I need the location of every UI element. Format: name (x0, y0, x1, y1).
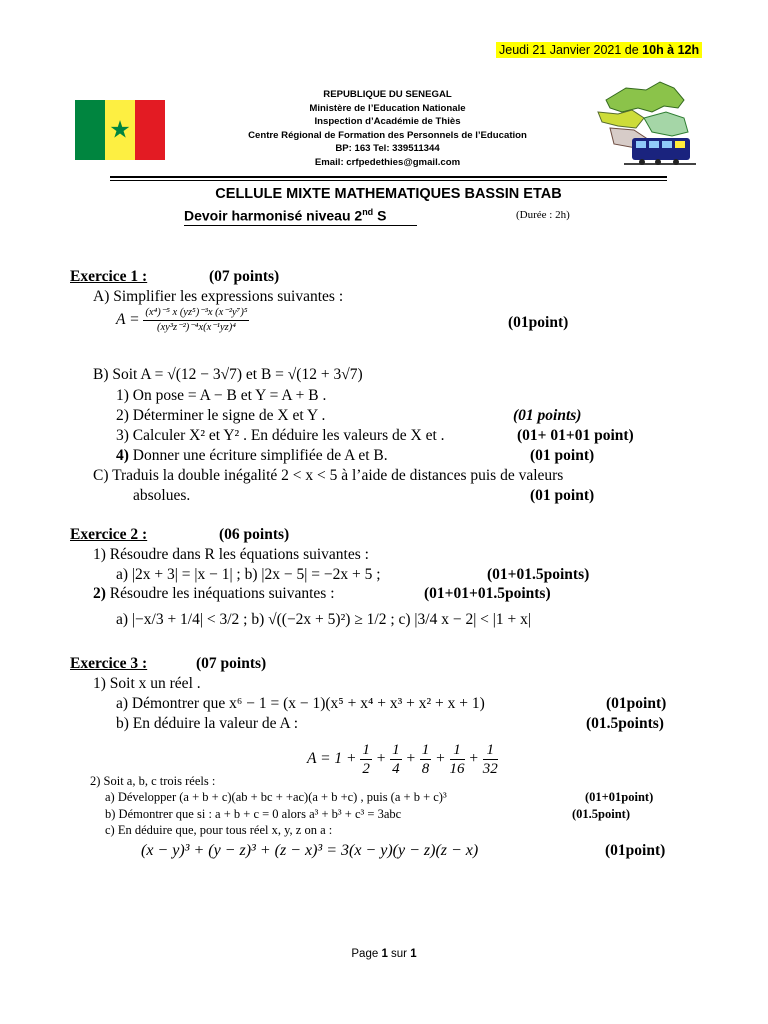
ex3-q1b-points: (01.5points) (586, 715, 664, 732)
ex1-a-expression: A = $\frac{\text{(x⁴)⁻⁵ x (yz⁵)⁻³x (x⁻²y⁷)⁵}}{\text{(xy³z⁻²)⁻⁴x(x⁻¹yz)⁴}}$ (116, 307, 248, 333)
ex1-b4-points: (01 point) (530, 447, 595, 464)
institution-header: REPUBLIQUE DU SENEGAL Ministère de l’Education Nationale Inspection d’Académie de Thiès Centre Régional de Formation des Personnels de l’Education BP: 163 Tel: 339511344 Email: crfpedethies@gmail.com (248, 89, 527, 168)
ex3-q2c: c) En déduire que, pour tous réel x, y, z on a : (105, 823, 333, 837)
ex2-q2a: a) |−x/3 + 1/4| < 3/2 ; b) √((−2x + 5)²) ≥ 1/2 ; c) |3/4 x − 2| < |1 + x| (116, 611, 531, 628)
ex1-a-text: A) Simplifier les expressions suivantes : (93, 288, 344, 305)
exam-subtitle: Devoir harmonisé niveau 2nd S (184, 207, 417, 226)
ex1-a-points: (01point) (508, 314, 569, 331)
sum-fraction: $\frac{1}{2}$ (362, 742, 370, 777)
ex3-sum: A = 1 + $\frac{1}{2}$ + $\frac{1}{4}$ + $\frac{1}{8}$ + $\frac{1}{16}$ + $\frac{1}{32}$ (307, 742, 498, 777)
sum-fraction: $\frac{1}{32}$ (482, 742, 498, 777)
ex3-points: (07 points) (196, 655, 267, 672)
ex2-q1a: a) |2x + 3| = |x − 1| ; b) |2x − 5| = −2x + 5 ; (116, 566, 381, 583)
ex1-b2-points: (01 points) (513, 407, 582, 424)
ex3-q2a: a) Développer (a + b + c)(ab + bc + +ac)(a + b +c) , puis (a + b + c)³ (105, 790, 447, 804)
page-footer: Page 1 sur 1 (351, 948, 417, 960)
ex3-q2b: b) Démontrer que si : a + b + c = 0 alors a³ + b³ + c³ = 3abc (105, 807, 402, 821)
exam-date: Jeudi 21 Janvier 2021 de 10h à 12h (496, 42, 702, 58)
ex1-b3: 3) Calculer X² et Y² . En déduire les valeurs de X et . (116, 427, 445, 444)
ex3-q2: 2) Soit a, b, c trois réels : (90, 774, 216, 788)
divider (110, 176, 667, 178)
ex2-q2-points: (01+01+01.5points) (424, 585, 551, 602)
ex1-c-line1: C) Traduis la double inégalité 2 < x < 5 à l’aide de distances puis de valeurs (93, 467, 564, 484)
ex2-q1-points: (01+01.5points) (487, 566, 590, 583)
ex3-q1a: a) Démontrer que x⁶ − 1 = (x − 1)(x⁵ + x⁴ + x³ + x² + x + 1) (116, 695, 485, 712)
ex2-points: (06 points) (219, 526, 290, 543)
ex1-b-text: B) Soit A = √(12 − 3√7) et B = √(12 + 3√7) (93, 366, 363, 383)
ex1-c-line2: absolues. (133, 487, 191, 504)
page-title: CELLULE MIXTE MATHEMATIQUES BASSIN ETAB (215, 186, 562, 202)
ex2-heading: Exercice 2 : (70, 526, 148, 543)
ex3-q2a-points: (01+01point) (585, 790, 654, 804)
sum-fraction: $\frac{1}{8}$ (421, 742, 430, 777)
ex1-c-points: (01 point) (530, 487, 595, 504)
ex3-identity-points: (01point) (605, 842, 666, 859)
duration: (Durée : 2h) (516, 209, 570, 221)
ex1-b1: 1) On pose = A − B et Y = A + B . (116, 387, 327, 404)
ex3-q2b-points: (01.5point) (572, 807, 630, 821)
ex3-q1: 1) Soit x un réel . (93, 675, 201, 692)
ex1-heading: Exercice 1 : (70, 268, 148, 285)
divider (110, 180, 667, 181)
ex3-q1b: b) En déduire la valeur de A : (116, 715, 299, 732)
ex2-q1: 1) Résoudre dans R les équations suivantes : (93, 546, 369, 563)
region-map-train-logo (588, 78, 700, 174)
ex3-identity: (x − y)³ + (y − z)³ + (z − x)³ = 3(x − y)(y − z)(z − x) (141, 842, 479, 859)
ex2-q2: 2) Résoudre les inéquations suivantes : (93, 585, 335, 602)
senegal-flag (75, 100, 165, 160)
ex1-b2: 2) Déterminer le signe de X et Y . (116, 407, 326, 424)
ex1-points: (07 points) (209, 268, 280, 285)
ex1-b3-points: (01+ 01+01 point) (517, 427, 634, 444)
sum-fraction: $\frac{1}{16}$ (449, 742, 465, 777)
sum-fraction: $\frac{1}{4}$ (392, 742, 400, 777)
ex3-heading: Exercice 3 : (70, 655, 148, 672)
star-icon: ★ (109, 115, 131, 144)
ex1-b4: 4) Donner une écriture simplifiée de A et B. (116, 447, 388, 464)
ex3-q1a-points: (01point) (606, 695, 667, 712)
